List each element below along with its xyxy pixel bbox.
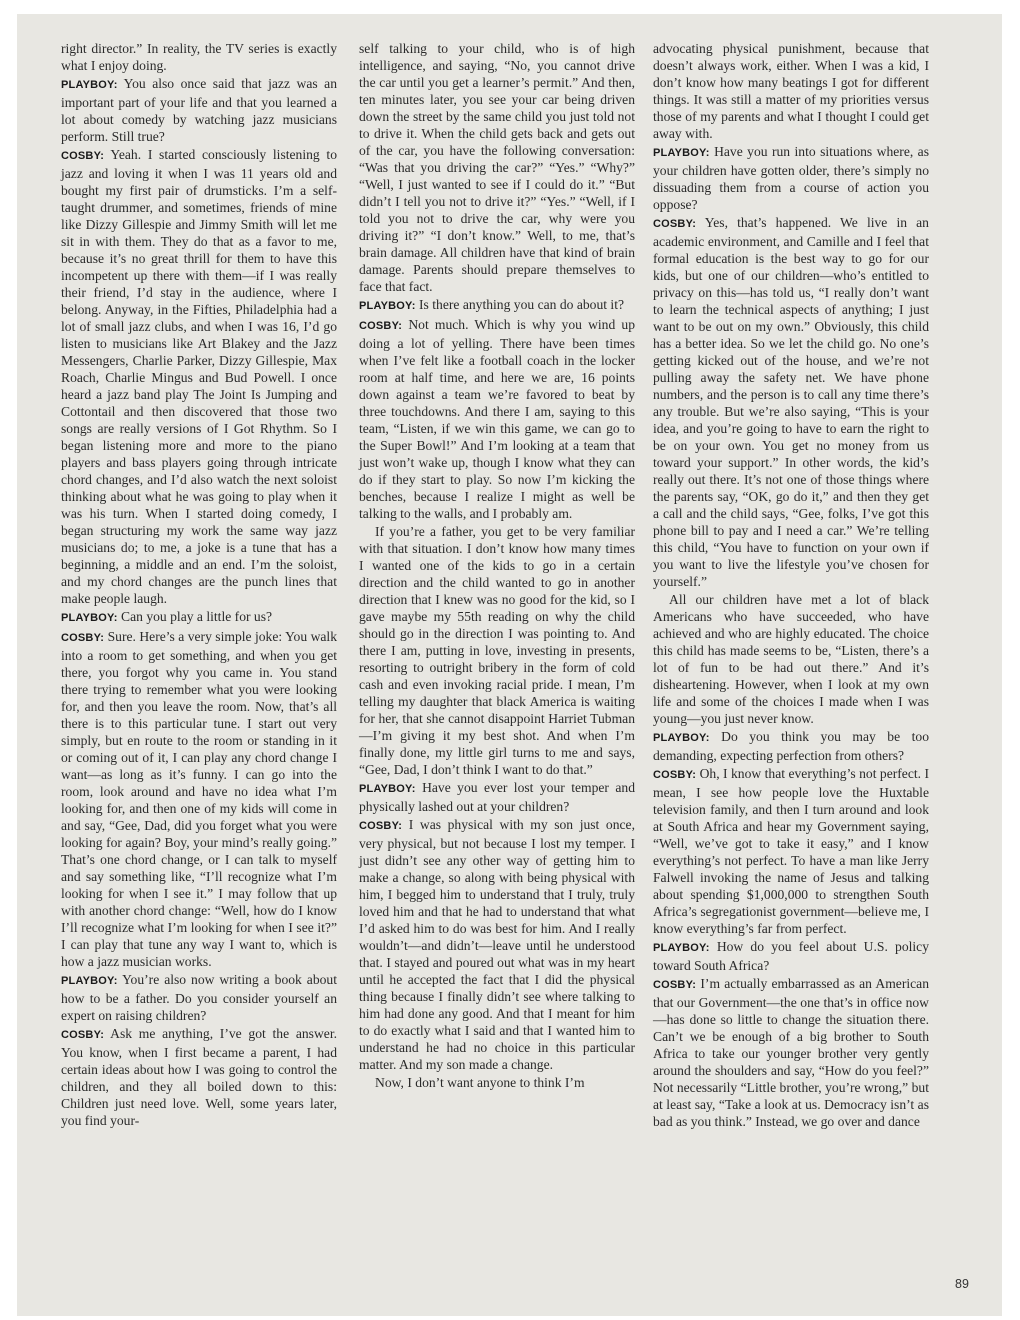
speaker-label: PLAYBOY: <box>61 79 118 91</box>
paragraph-text: All our children have met a lot of black Americans who have succeeded, who have achieved and who are highly educated. The choice this child has made seems to be, “Listen, there’s a lot of fun to be had out there.” And it’s disheartening. However, when I look at my own life and some of the choices I made when I was young—you just never know. <box>653 592 929 726</box>
speaker-label: PLAYBOY: <box>359 783 416 795</box>
interview-paragraph <box>359 1074 635 1091</box>
interview-paragraph <box>359 316 635 522</box>
speaker-label: COSBY: <box>653 979 697 991</box>
speaker-label: PLAYBOY: <box>653 942 710 954</box>
interview-paragraph <box>61 971 337 1024</box>
paragraph-text: Can you play a little for us? <box>121 609 273 624</box>
page-number: 89 <box>955 1277 969 1291</box>
speaker-label: COSBY: <box>359 820 403 832</box>
paragraph-text: Is there anything you can do about it? <box>419 297 625 312</box>
interview-paragraph <box>653 975 929 1130</box>
interview-paragraph <box>653 143 929 213</box>
paragraph-text: I was physical with my son just once, very physical, but not because I lost my temper. I just didn’t see any other way of getting him to make a change, so along with being physical with him, I begged him to understand that I truly, truly loved him and that he had to understand that what I’d asked him to do was best for him. And I really wouldn’t—and didn’t—leave until he understood that. I stayed and poured out what was in my heart until he accepted the fact that I did the physical thing because I finally didn’t see where talking to him had done any good. And that I meant for him to do exactly what I said and that I wanted him to understand he had no choice in this particular matter. And my son made a change. <box>359 817 635 1072</box>
interview-paragraph <box>359 40 635 295</box>
paragraph-text: Yes, that’s happened. We live in an academic environment, and Camille and I feel that formal education is the best way to go for our kids, but one of our children—who’s entitled to privacy on this—has told us, “I really don’t want to learn the technical aspects of anything; I just want to be out on my own.” Obviously, this child has a better idea. So we let the child go. No one’s getting kicked out of the house, and we’re not pulling away the safety net. We have phone numbers, and the person is to call any time there’s any trouble. But we’re also saying, “This is your idea, and you’re going to have to earn the right to be on your own. You get no money from us toward your support.” In other words, the kid’s really out there. It’s not one of those things where the parents say, “OK, go do it,” and then they get a call and the child says, “Gee, folks, I’ve got this phone bill to pay and I need a car.” We’re telling this child, “You have to function on your own if you want to live the lifestyle you’ve chosen for yourself.” <box>653 215 929 589</box>
paragraph-text: Yeah. I started consciously listening to jazz and loving it when I was 11 years old and bought my first pair of drumsticks. I’m a self-taught drummer, and sometimes, friends of mine like Dizzy Gillespie and Jimmy Smith will let me sit in with them. They do that as a favor to me, because it’s no great thrill for them to have this incompetent up there with them—if I was really their friend, I’d stay in the audience, where I belong. Anyway, in the Fifties, Philadelphia had a lot of small jazz clubs, and when I was 16, I’d go listen to musicians like Art Blakey and the Jazz Messengers, Charlie Parker, Dizzy Gillespie, Max Roach, Charlie Mingus and Bud Powell. I once heard a jazz band play The Joint Is Jumping and Cottontail and then discovered that those two songs are really versions of I Got Rhythm. So I began listening more and more to the piano players and bass players going through intricate chord changes, and I’d also watch the next soloist thinking about what he was going to play when it was his turn. When I started doing comedy, I began structuring my work the same way jazz musicians do; to me, a joke is a tune that has a beginning, a middle and an end. I’m the soloist, and my chord changes are the punch lines that make people laugh. <box>61 147 337 606</box>
paragraph-text: Ask me anything, I’ve got the answer. You know, when I first became a parent, I had certain ideas about how I was going to control the children, and they all boiled down to this: Children just need love. Well, some years later, you find your- <box>61 1026 337 1128</box>
speaker-label: COSBY: <box>61 150 105 162</box>
paragraph-text: Not much. Which is why you wind up doing a lot of yelling. There have been times when I’ve felt like a football coach in the locker room at half time, and here we are, 16 points down against a team we’re favored to beat by three touchdowns. And there I am, saying to this team, “Listen, if we win this game, we can go to the Super Bowl!” And I’m looking at a team that just won’t wake up, though I know what they can do if they start to play. So now I’m kicking the benches, because I realize I might as well be talking to the walls, and I probably am. <box>359 317 635 521</box>
speaker-label: PLAYBOY: <box>653 732 710 744</box>
speaker-label: PLAYBOY: <box>653 147 710 159</box>
speaker-label: COSBY: <box>653 218 697 230</box>
paragraph-text: If you’re a father, you get to be very familiar with that situation. I don’t know how many times I wanted one of the kids to go in a certain direction and the child wanted to go in another direction that I knew was no good for the kid, so I gave maybe my 55th reading on why the child should go in the direction I was pointing to. And there I am, putting in love, investing in presents, resorting to outright bribery in the form of cold cash and even invoking racial pride. I mean, I’m telling my daughter that black America is waiting for her, that she cannot disappoint Harriet Tubman—I’m giving it my best shot. And when I’m finally done, my little girl turns to me and says, “Gee, Dad, I don’t think I want to do that.” <box>359 524 635 777</box>
text-column-1 <box>61 40 337 1130</box>
interview-paragraph <box>359 779 635 815</box>
paragraph-text: You’re also now writing a book about how to be a father. Do you consider yourself an expert on raising children? <box>61 972 337 1023</box>
paragraph-text: advocating physical punishment, because that doesn’t always work, either. When I was a kid, I don’t know how many beatings I got for different things. It was still a matter of my priorities versus those of my parents and what I thought I could get away with. <box>653 41 929 141</box>
paragraph-text: I’m actually embarrassed as an American that our Government—the one that’s in office now—has done so little to change the situation there. Can’t we be enough of a big brother to South Africa to take our younger brother very gently around the shoulders and say, “How do you feel?” Not necessarily “Little brother, you’re wrong,” but at least say, “Take a look at us. Democracy isn’t as bad as you think.” Instead, we go over and dance <box>653 976 930 1129</box>
speaker-label: PLAYBOY: <box>61 975 118 987</box>
interview-paragraph <box>359 296 635 315</box>
interview-paragraph <box>61 40 337 74</box>
paragraph-text: Sure. Here’s a very simple joke: You walk into a room to get something, and when you get there, you forgot why you came in. You stand there trying to remember what you were looking for, and then you leave the room. Now, that’s all there is to this particular tune. I start out very simply, but en route to the room or standing in it or coming out of it, I can play any chord change I want—as long as it’s funny. I can go into the room, look around and have no idea what I’m looking for, and then one of my kids will come in and say, “Gee, Dad, did you forget what you were looking for again? Boy, your mind’s really going.” That’s one chord change, or I can talk to myself and say something like, “I’ll recognize what I’m looking for when I see it.” I may follow that up with another chord change: “Well, how do I know I’ll recognize what I’m looking for when I see it?” I can play that tune any way I want to, which is how a jazz musician works. <box>61 629 337 969</box>
paragraph-text: Have you run into situations where, as your children have gotten older, there’s simply no dissuading them from a course of action you oppose? <box>653 144 929 212</box>
interview-paragraph <box>653 765 929 937</box>
interview-paragraph <box>653 591 929 727</box>
speaker-label: COSBY: <box>61 632 105 644</box>
paragraph-text: Have you ever lost your temper and physically lashed out at your children? <box>359 780 636 814</box>
speaker-label: COSBY: <box>359 320 403 332</box>
interview-paragraph <box>653 40 929 142</box>
paragraph-text: How do you feel about U.S. policy toward South Africa? <box>653 939 930 973</box>
speaker-label: COSBY: <box>61 1029 105 1041</box>
interview-paragraph <box>61 75 337 145</box>
speaker-label: PLAYBOY: <box>61 612 118 624</box>
interview-paragraph <box>653 728 929 764</box>
paragraph-text: Do you think you may be too demanding, expecting perfection from others? <box>653 729 929 763</box>
interview-paragraph <box>653 214 929 590</box>
text-column-3 <box>653 40 929 1131</box>
interview-paragraph <box>61 608 337 627</box>
paragraph-text: Now, I don’t want anyone to think I’m <box>375 1075 585 1090</box>
paragraph-text: You also once said that jazz was an important part of your life and that you learned a lot about comedy by watching jazz musicians perform. Still true? <box>61 76 337 144</box>
speaker-label: COSBY: <box>653 769 697 781</box>
magazine-page <box>17 14 1002 1316</box>
interview-paragraph <box>359 816 635 1073</box>
paragraph-text: right director.” In reality, the TV series is exactly what I enjoy doing. <box>61 41 337 73</box>
speaker-label: PLAYBOY: <box>359 300 416 312</box>
interview-paragraph <box>61 1025 337 1129</box>
paragraph-text: Oh, I know that everything’s not perfect. I mean, I see how people love the Huxtable television family, and then I turn around and look at South Africa and hear my Government saying, “Well, we’ve got to take it easy,” and I know everything’s not perfect. To have a man like Jerry Falwell invoking the name of Jesus and talking about spending $1,000,000 to strengthen South Africa’s segregationist government—believe me, I know everything’s far from perfect. <box>653 766 929 936</box>
paragraph-text: self talking to your child, who is of high intelligence, and saying, “No, you cannot drive the car until you get a learner’s permit.” And then, ten minutes later, you see your car being driven down the street by the same child you just told not to drive it. When the child gets back and gets out of the car, you have the following conversation: “Was that you driving the car?” “Yes.” “Why?” “Well, I just wanted to see if I could do it.” “But didn’t I tell you not to drive it?” “Yes.” “Well, if I told you not to drive the car, why were you driving it?” “I don’t know.” Well, to me, that’s brain damage. All children have that kind of brain damage. Parents should prepare themselves to face that fact. <box>359 41 635 294</box>
text-column-2 <box>359 40 635 1092</box>
interview-paragraph <box>61 628 337 970</box>
interview-paragraph <box>653 938 929 974</box>
interview-paragraph <box>61 146 337 607</box>
interview-paragraph <box>359 523 635 778</box>
